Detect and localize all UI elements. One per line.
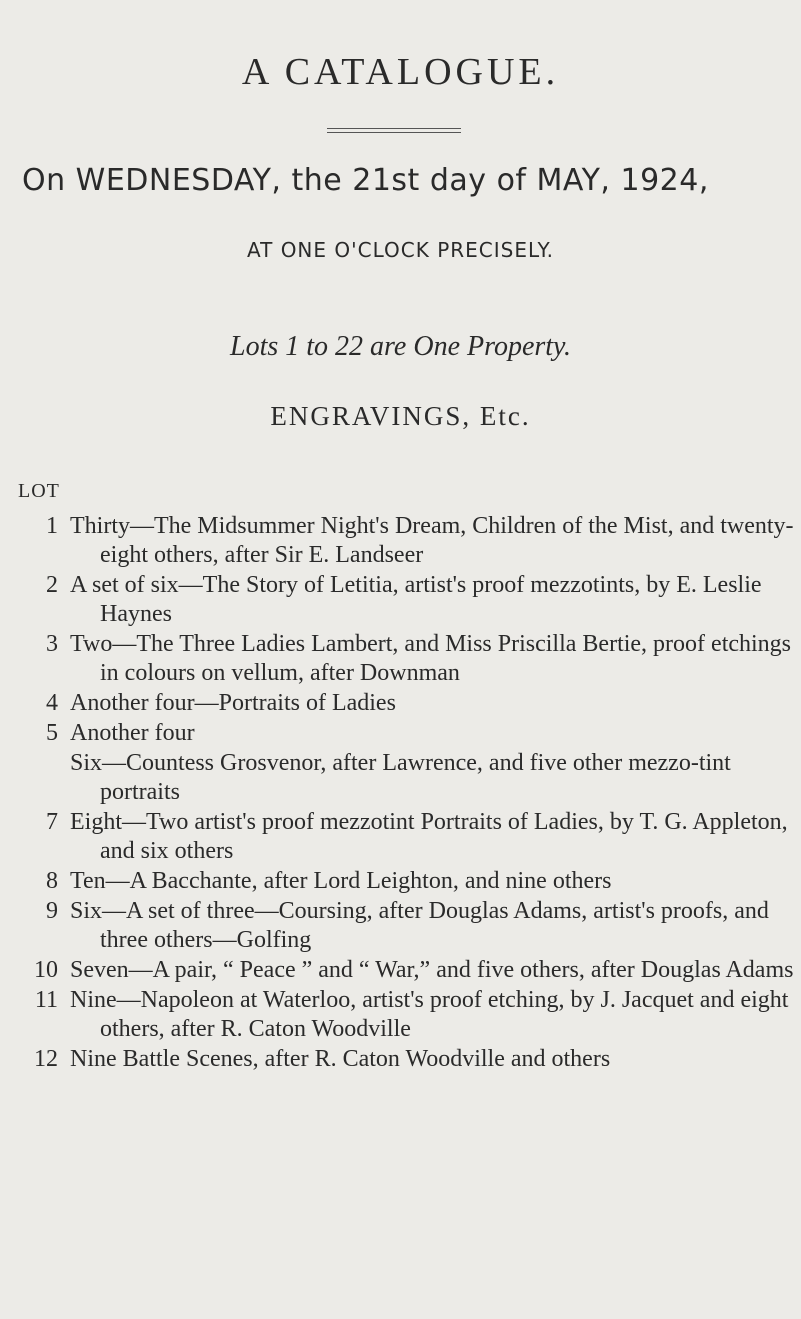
lot-description: Nine—Napoleon at Waterloo, artist's proof etching, by J. Jacquet and eight others, after R. Caton Woodville [70,987,789,1042]
lot-number: 4 [46,690,58,716]
lot-row [0,512,801,570]
lot-description: Six—A set of three—Coursing, after Douglas Adams, artist's proofs, and three others—Golfing [70,898,769,953]
sale-date-line: On WEDNESDAY, the 21st day of MAY, 1924, [22,163,709,198]
lot-row [0,808,801,866]
lot-row [0,986,801,1044]
title-double-rule [327,128,461,133]
catalogue-title: A CATALOGUE. [241,51,560,93]
lot-row [0,571,801,629]
lot-description: Eight—Two artist's proof mezzotint Portraits of Ladies, by T. G. Appleton, and six others [70,809,788,864]
lot-description: Another four—Portraits of Ladies [70,690,396,716]
lot-number: 10 [34,957,58,983]
lots-list [0,512,801,1075]
lot-row [0,749,801,807]
lot-number: 3 [46,631,58,657]
lot-description: Six—Countess Grosvenor, after Lawrence, and five other mezzo-tint portraits [70,750,731,805]
lot-row [0,719,801,748]
lot-column-label: LOT [18,480,60,502]
lot-row [0,956,801,985]
lot-number: 2 [46,572,58,598]
lots-property-note: Lots 1 to 22 are One Property. [230,331,571,362]
lot-row [0,867,801,896]
lot-number: 8 [46,868,58,894]
section-heading: ENGRAVINGS, Etc. [270,401,531,431]
lot-number: 9 [46,898,58,924]
lot-row [0,1045,801,1074]
lot-number: 1 [46,513,58,539]
lot-description: A set of six—The Story of Letitia, artist's proof mezzotints, by E. Leslie Haynes [70,572,762,627]
sale-time-line: AT ONE O'CLOCK PRECISELY. [246,238,554,262]
lot-description: Nine Battle Scenes, after R. Caton Woodville and others [70,1046,611,1072]
lot-description: Two—The Three Ladies Lambert, and Miss Priscilla Bertie, proof etchings in colours on vellum, after Downman [70,631,792,686]
lot-number: 12 [34,1046,58,1072]
lot-number: 11 [34,987,58,1013]
lot-description: Ten—A Bacchante, after Lord Leighton, and nine others [70,868,612,894]
lot-number: 5 [46,720,58,746]
lot-row [0,897,801,955]
lot-row [0,630,801,688]
lot-description: Seven—A pair, “ Peace ” and “ War,” and five others, after Douglas Adams [70,957,794,983]
lot-number: 7 [46,809,58,835]
lot-row [0,689,801,718]
lot-description: Thirty—The Midsummer Night's Dream, Children of the Mist, and twenty-eight others, after Sir E. Landseer [70,513,794,568]
lot-description: Another four [70,720,195,746]
